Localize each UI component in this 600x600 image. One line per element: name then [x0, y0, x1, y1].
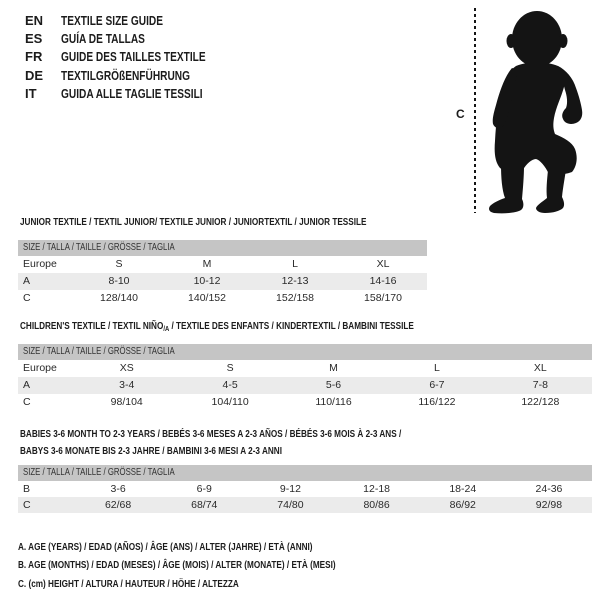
cell: 104/110: [211, 396, 249, 408]
row-label: C: [23, 292, 31, 304]
height-measure-dashed-line: [474, 8, 476, 213]
babies-section-title: BABIES 3-6 MONTH TO 2-3 YEARS / BEBÉS 3-6 MESES A 2-3 AÑOS / BÉBÉS 3-6 MOIS À 2-3 ANS / BABYS 3-6 MONATE BIS 2-3 JAHRE / BAMBINI 3-6 MESI A 2-3 ANNI: [20, 428, 402, 457]
cell: 92/98: [535, 499, 563, 511]
lang-row-fr: [25, 48, 246, 66]
cell: 8-10: [108, 275, 130, 287]
cell: 24-36: [535, 483, 563, 495]
table-row: [18, 394, 592, 411]
lang-row-it: [25, 84, 246, 102]
cell: M: [202, 258, 212, 270]
size-header-row: SIZE / TALLA / TAILLE / GRÖSSE / TAGLIA: [18, 344, 592, 360]
cell: 18-24: [449, 483, 477, 495]
note-age-years: A. AGE (YEARS) / EDAD (AÑOS) / ÂGE (ANS) / ALTER (JAHRE) / ETÀ (ANNI): [18, 541, 313, 553]
cell: 86/92: [449, 499, 476, 511]
cell: XS: [119, 362, 134, 374]
size-header-row: SIZE / TALLA / TAILLE / GRÖSSE / TAGLIA: [18, 465, 592, 481]
cell: M: [329, 362, 338, 374]
row-label: A: [23, 275, 31, 287]
cell: 68/74: [191, 499, 218, 511]
lang-code: FR: [25, 49, 43, 65]
note-height-cm: C. (cm) HEIGHT / ALTURA / HAUTEUR / HÖHE / ALTEZZA: [18, 577, 239, 590]
cell: XL: [376, 258, 390, 270]
cell: 158/170: [364, 292, 402, 304]
cell: 140/152: [188, 292, 226, 304]
cell: 14-16: [369, 275, 397, 287]
table-row: [18, 290, 427, 307]
lang-title: GUÍA DE TALLAS: [61, 30, 145, 46]
lang-code: ES: [25, 30, 43, 46]
lang-code: DE: [25, 67, 44, 83]
babies-size-table: [18, 465, 592, 513]
lang-code: EN: [25, 12, 44, 28]
table-row: [18, 256, 427, 273]
cell: 10-12: [193, 275, 221, 287]
row-label: Europe: [23, 362, 57, 374]
cell: L: [292, 258, 298, 270]
cell: 6-9: [196, 483, 212, 495]
lang-title: GUIDA ALLE TAGLIE TESSILI: [61, 85, 203, 101]
table-row: [18, 377, 592, 394]
lang-title: TEXTILGRÖßENFÜHRUNG: [61, 67, 191, 83]
cell: 3-6: [110, 483, 126, 495]
table-row: [18, 497, 592, 513]
cell: 152/158: [276, 292, 314, 304]
row-label: C: [23, 396, 31, 408]
junior-size-table: [18, 240, 427, 307]
cell: 6-7: [429, 379, 445, 391]
lang-title: TEXTILE SIZE GUIDE: [61, 12, 163, 28]
height-measure-label: C: [456, 107, 465, 121]
baby-silhouette-icon: [486, 8, 590, 216]
row-label: A: [23, 379, 31, 391]
subscript: /A: [163, 324, 170, 333]
cell: S: [226, 362, 234, 374]
note-age-months: B. AGE (MONTHS) / EDAD (MESES) / ÂGE (MOIS) / ALTER (MONATE) / ETÀ (MESI): [18, 559, 336, 572]
legend-notes: [18, 538, 425, 593]
cell: 62/68: [104, 499, 132, 511]
lang-code: IT: [25, 85, 37, 101]
language-list: [25, 11, 246, 102]
cell: 12-13: [281, 275, 309, 287]
children-section-title: CHILDREN'S TEXTILE / TEXTIL NIÑO/A / TEXTILE DES ENFANTS / KINDERTEXTIL / BAMBINI TESSILE: [20, 320, 414, 333]
cell: XL: [533, 362, 547, 374]
cell: 5-6: [325, 379, 342, 391]
row-label: Europe: [23, 258, 57, 270]
cell: 7-8: [532, 379, 548, 391]
cell: 12-18: [363, 483, 391, 495]
cell: L: [434, 362, 440, 374]
table-row: [18, 360, 592, 377]
junior-section-title: JUNIOR TEXTILE / TEXTIL JUNIOR/ TEXTILE JUNIOR / JUNIORTEXTIL / JUNIOR TESSILE: [20, 216, 367, 228]
table-row: [18, 273, 427, 290]
lang-row-de: [25, 66, 246, 84]
row-label: C: [23, 499, 31, 511]
cell: 9-12: [279, 483, 301, 495]
cell: 110/116: [315, 396, 352, 408]
cell: 80/86: [363, 499, 390, 511]
cell: 74/80: [277, 499, 304, 511]
lang-title: GUIDE DES TAILLES TEXTILE: [61, 49, 206, 65]
children-size-table: [18, 344, 592, 411]
cell: 3-4: [119, 379, 135, 391]
cell: 98/104: [110, 396, 143, 408]
lang-row-en: [25, 11, 246, 29]
cell: 4-5: [222, 379, 238, 391]
cell: 122/128: [521, 396, 560, 408]
row-label: B: [23, 483, 31, 495]
table-row: [18, 481, 592, 497]
lang-row-es: [25, 29, 246, 47]
cell: 116/122: [418, 396, 456, 408]
cell: S: [115, 258, 123, 270]
cell: 128/140: [100, 292, 138, 304]
size-header-row: SIZE / TALLA / TAILLE / GRÖSSE / TAGLIA: [18, 240, 427, 256]
